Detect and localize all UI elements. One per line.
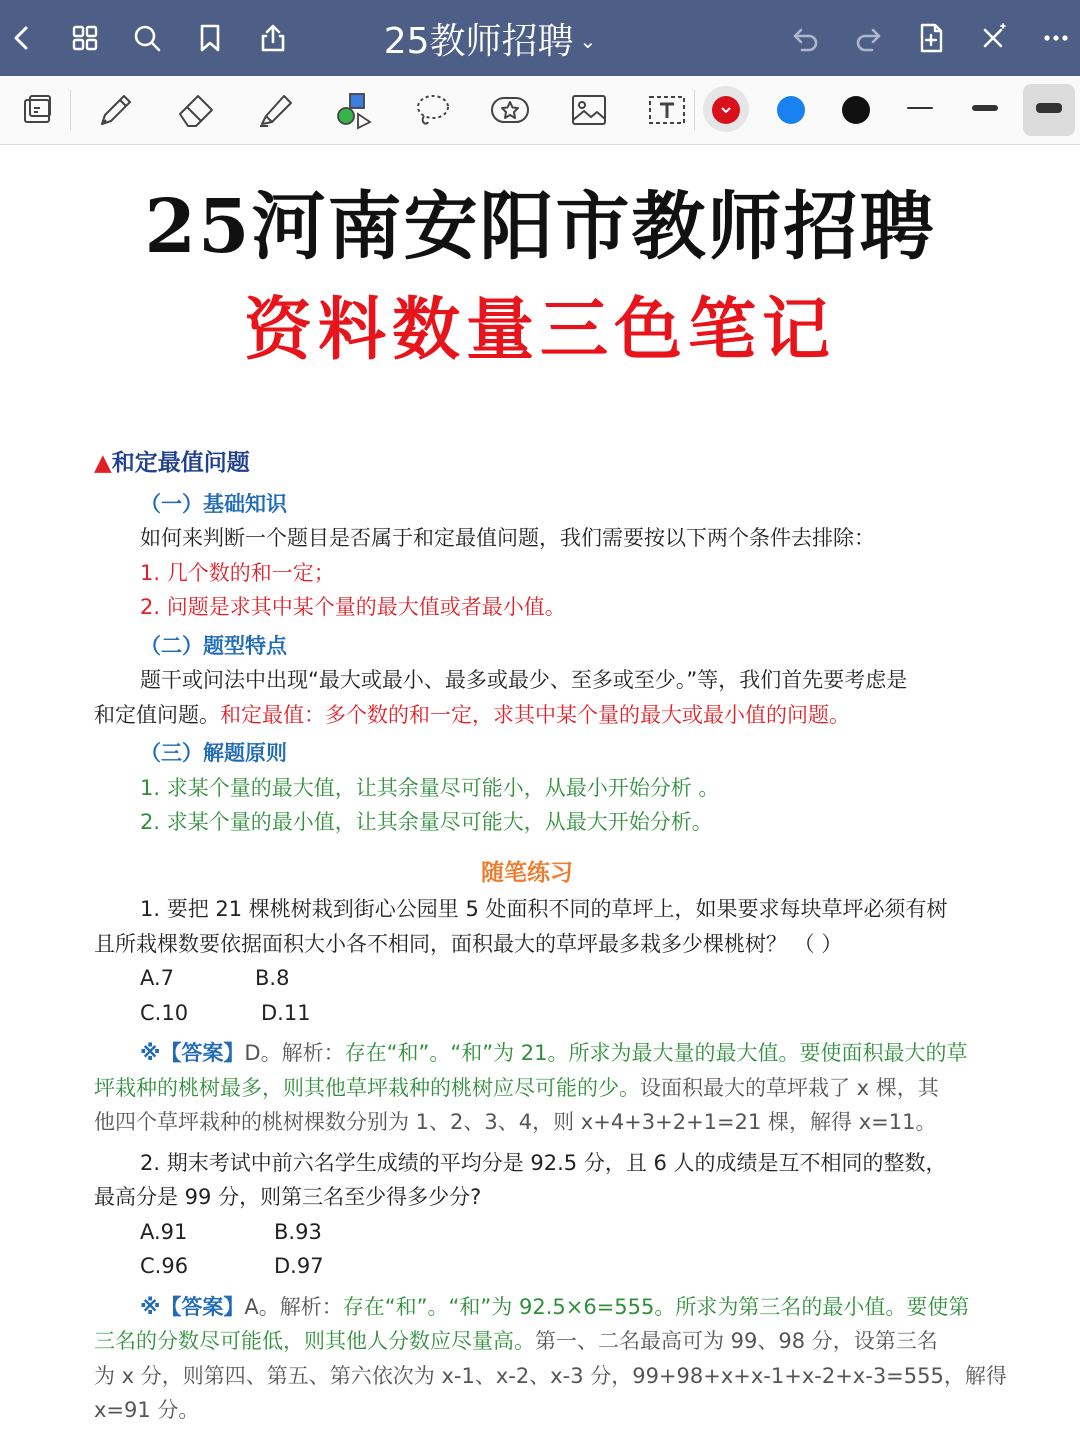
- share-icon[interactable]: [243, 0, 303, 76]
- part1-intro: 如何来判断一个题目是否属于和定最值问题，我们需要按以下两个条件去排除：: [140, 526, 875, 550]
- q2-answer-mark: ※【答案】: [140, 1294, 245, 1319]
- eraser-icon[interactable]: [172, 86, 220, 134]
- part1-heading: （一）基础知识: [140, 491, 287, 516]
- q2-answer-gray-2: 第一、二名最高可为 99、98 分，设第三名: [535, 1329, 938, 1353]
- q1-option-a: A.7: [140, 966, 175, 990]
- toolbar-divider: [694, 90, 695, 130]
- triangle-icon: ▲: [94, 450, 112, 476]
- q1-options-row-2: [94, 996, 960, 1031]
- q1-answer-text: D。解析：: [244, 1041, 345, 1065]
- practice-heading: 随笔练习: [481, 859, 573, 886]
- page-subtitle: 资料数量三色笔记: [243, 290, 836, 370]
- page-title: 25河南安阳市教师招聘: [144, 184, 936, 270]
- lasso-icon[interactable]: [408, 86, 456, 134]
- title-bar: [0, 0, 1080, 76]
- q1-answer-mark: ※【答案】: [140, 1041, 245, 1065]
- q1-answer-line-1: [94, 1036, 968, 1071]
- more-icon[interactable]: [1026, 0, 1080, 76]
- q2-options-row-2: [94, 1249, 960, 1284]
- highlighter-icon[interactable]: [252, 86, 300, 134]
- add-page-icon[interactable]: [901, 0, 961, 76]
- text-box-icon[interactable]: [643, 86, 691, 134]
- q1-answer-green-1: 存在“和”。“和”为 21。所求为最大量的最大值。要使面积最大的草: [344, 1041, 968, 1065]
- part1-condition-2: 2. 问题是求其中某个量的最大值或者最小值。: [140, 595, 566, 619]
- close-icon[interactable]: [963, 0, 1023, 76]
- document-title[interactable]: [360, 0, 620, 76]
- q1-option-b: B.8: [255, 966, 290, 990]
- q1-answer-green-2: 坪栽种的桃树最多，则其他草坪栽种的桃树应尽可能的少。: [94, 1075, 640, 1100]
- part2-line-2: [94, 698, 960, 733]
- document-title-text: 25教师招聘: [383, 20, 574, 62]
- part3-rule-1: 1. 求某个量的最大值，让其余量尽可能小，从最小开始分析 。: [140, 775, 720, 800]
- shapes-icon[interactable]: [330, 86, 378, 134]
- color-swatch-blue[interactable]: [777, 96, 805, 124]
- q2-option-b: B.93: [274, 1219, 322, 1244]
- q1-line-1: 1. 要把 21 棵桃树栽到街心公园里 5 处面积不同的草坪上，如果要求每块草坪必须有树: [140, 897, 948, 921]
- part2-line-1: 题干或问法中出现“最大或最小、最多或最少、至多或至少。”等，我们首先要考虑是: [140, 668, 908, 692]
- toolbar-divider: [70, 90, 71, 130]
- part3-heading: （三）解题原则: [140, 741, 287, 765]
- q1-line-2: 且所栽棵数要依据面积大小各不相同，面积最大的草坪最多栽多少棵桃树？ （ ）: [94, 931, 843, 956]
- part2-line-2-red: 和定最值：多个数的和一定，求其中某个量的最大或最小值的问题。: [220, 702, 850, 727]
- q2-option-a: A.91: [140, 1219, 188, 1244]
- q2-option-c: C.96: [140, 1254, 189, 1278]
- q2-line-2: 最高分是 99 分，则第三名至少得多少分?: [94, 1185, 482, 1209]
- color-swatch-red[interactable]: [712, 96, 740, 124]
- color-swatch-black[interactable]: [842, 96, 870, 124]
- q1-answer-gray-2: 设面积最大的草坪栽了 x 棵，其: [640, 1075, 939, 1100]
- undo-icon[interactable]: [776, 0, 836, 76]
- reader-mode-icon[interactable]: [14, 86, 62, 134]
- q1-option-d: D.11: [261, 1000, 311, 1025]
- chevron-down-icon: [712, 96, 740, 124]
- q1-options-row-1: [94, 961, 960, 996]
- grid-icon[interactable]: [55, 0, 115, 76]
- q2-answer-green-2: 三名的分数尽可能低，则其他人分数应尽量高。: [94, 1329, 535, 1353]
- stroke-thick[interactable]: [1036, 103, 1062, 113]
- q2-answer-text: A。解析：: [244, 1294, 343, 1319]
- q1-answer-line-2: [94, 1071, 960, 1106]
- q2-answer-line-2: [94, 1324, 960, 1359]
- bookmark-icon[interactable]: [180, 0, 240, 76]
- part1-condition-1: 1. 几个数的和一定；: [140, 560, 335, 585]
- image-icon[interactable]: [565, 86, 613, 134]
- q2-answer-line-1: [94, 1290, 970, 1325]
- q2-answer-line-4: x=91 分。: [94, 1398, 200, 1422]
- q2-options-row-1: [94, 1215, 960, 1250]
- q2-option-d: D.97: [274, 1254, 324, 1278]
- q1-option-c: C.10: [140, 1000, 189, 1025]
- pen-icon[interactable]: [92, 86, 140, 134]
- back-icon[interactable]: [0, 0, 52, 76]
- q2-answer-green-1: 存在“和”。“和”为 92.5×6=555。所求为第三名的最小值。要使第: [342, 1294, 970, 1319]
- q2-answer-line-3: 为 x 分，则第四、第五、第六依次为 x-1、x-2、x-3 分，99+98+x+x-1+x-2+x-3=555，解得: [94, 1363, 1007, 1388]
- annotation-toolbar: [0, 76, 1080, 145]
- stroke-medium[interactable]: [972, 105, 998, 111]
- sticker-icon[interactable]: [486, 86, 534, 134]
- chevron-down-icon: ⌄: [579, 29, 597, 53]
- stroke-thin[interactable]: [907, 107, 933, 109]
- part2-heading: （二）题型特点: [140, 633, 287, 658]
- q2-line-1: 2. 期末考试中前六名学生成绩的平均分是 92.5 分，且 6 人的成绩是互不相同的整数，: [140, 1150, 947, 1175]
- q1-answer-line-3: 他四个草坪栽种的桃树棵数分别为 1、2、3、4，则 x+4+3+2+1=21 棵，解得 x=11。: [94, 1110, 937, 1134]
- part3-rule-2: 2. 求某个量的最小值，让其余量尽可能大，从最大开始分析。: [140, 810, 713, 834]
- section-heading: [94, 446, 960, 481]
- search-icon[interactable]: [117, 0, 177, 76]
- section-heading-text: 和定最值问题: [111, 450, 250, 476]
- redo-icon[interactable]: [838, 0, 898, 76]
- document-body: [94, 446, 1007, 1428]
- part2-line-2-black: 和定值问题。: [94, 702, 220, 727]
